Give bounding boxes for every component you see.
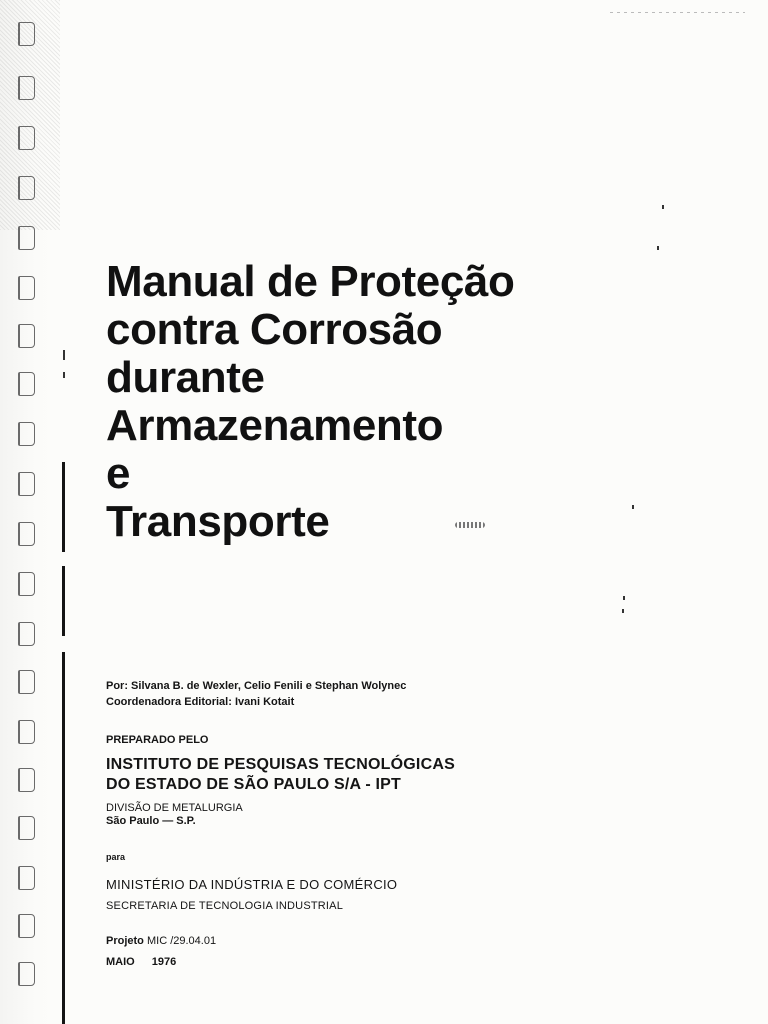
- binding-ring-icon: [18, 276, 35, 300]
- title-line: Transporte: [106, 497, 330, 546]
- division-block: [106, 802, 243, 828]
- binding-ring-icon: [18, 126, 35, 150]
- page-edge-speck: [63, 372, 65, 378]
- institute-line: INSTITUTO DE PESQUISAS TECNOLÓGICAS: [106, 756, 455, 773]
- ministry-name: MINISTÉRIO DA INDÚSTRIA E DO COMÉRCIO: [106, 877, 398, 892]
- binding-ring-icon: [18, 768, 35, 792]
- binding-ring-icon: [18, 816, 35, 840]
- credits: [106, 678, 406, 710]
- binding-ring-icon: [18, 962, 35, 986]
- date-line: [106, 955, 176, 969]
- page-edge-shadow: [62, 566, 65, 636]
- division-name: DIVISÃO DE METALURGIA: [106, 802, 243, 814]
- binding-ring-icon: [18, 324, 35, 348]
- binding-ring-icon: [18, 914, 35, 938]
- scan-speck: [623, 596, 625, 600]
- scan-speck: [657, 246, 659, 250]
- date-year: 1976: [151, 956, 177, 968]
- document-title: [106, 258, 514, 546]
- date-month: MAIO: [106, 956, 135, 968]
- binding-ring-icon: [18, 472, 35, 496]
- scan-speck: [632, 505, 634, 509]
- scan-speck: [662, 205, 664, 209]
- binding-ring-icon: [18, 622, 35, 646]
- page-edge-shadow: [62, 652, 65, 1024]
- binding-ring-icon: [18, 176, 35, 200]
- binding-ring-icon: [18, 572, 35, 596]
- page-edge-speck: [63, 350, 65, 360]
- scan-speck: [622, 609, 624, 613]
- institute-name: [106, 755, 455, 795]
- title-line: contra Corrosão: [106, 305, 443, 354]
- binding-ring-icon: [18, 372, 35, 396]
- institute-line: DO ESTADO DE SÃO PAULO S/A - IPT: [106, 776, 402, 793]
- project-label: Projeto: [106, 935, 144, 947]
- scan-top-edge: [610, 12, 745, 13]
- title-line: durante: [106, 353, 265, 402]
- spiral-binding: [0, 0, 60, 1024]
- prepared-label: PREPARADO PELO: [106, 734, 209, 746]
- project-line: [106, 934, 216, 948]
- binding-ring-icon: [18, 866, 35, 890]
- para-label: para: [106, 852, 126, 862]
- title-line: Manual de Proteção: [106, 257, 515, 306]
- title-line: Armazenamento: [106, 401, 444, 450]
- authors-line: Por: Silvana B. de Wexler, Celio Fenili e Stephan Wolynec: [106, 680, 407, 692]
- editor-line: Coordenadora Editorial: Ivani Kotait: [106, 696, 295, 708]
- location: São Paulo — S.P.: [106, 815, 196, 827]
- binding-ring-icon: [18, 522, 35, 546]
- secretaria-name: SECRETARIA DE TECNOLOGIA INDUSTRIAL: [106, 900, 344, 912]
- binding-ring-icon: [18, 22, 35, 46]
- binding-ring-icon: [18, 422, 35, 446]
- binding-ring-icon: [18, 720, 35, 744]
- binding-ring-icon: [18, 226, 35, 250]
- project-code: MIC /29.04.01: [146, 935, 217, 947]
- page-edge-shadow: [62, 462, 65, 552]
- title-line: e: [106, 449, 131, 498]
- binding-ring-icon: [18, 670, 35, 694]
- binding-ring-icon: [18, 76, 35, 100]
